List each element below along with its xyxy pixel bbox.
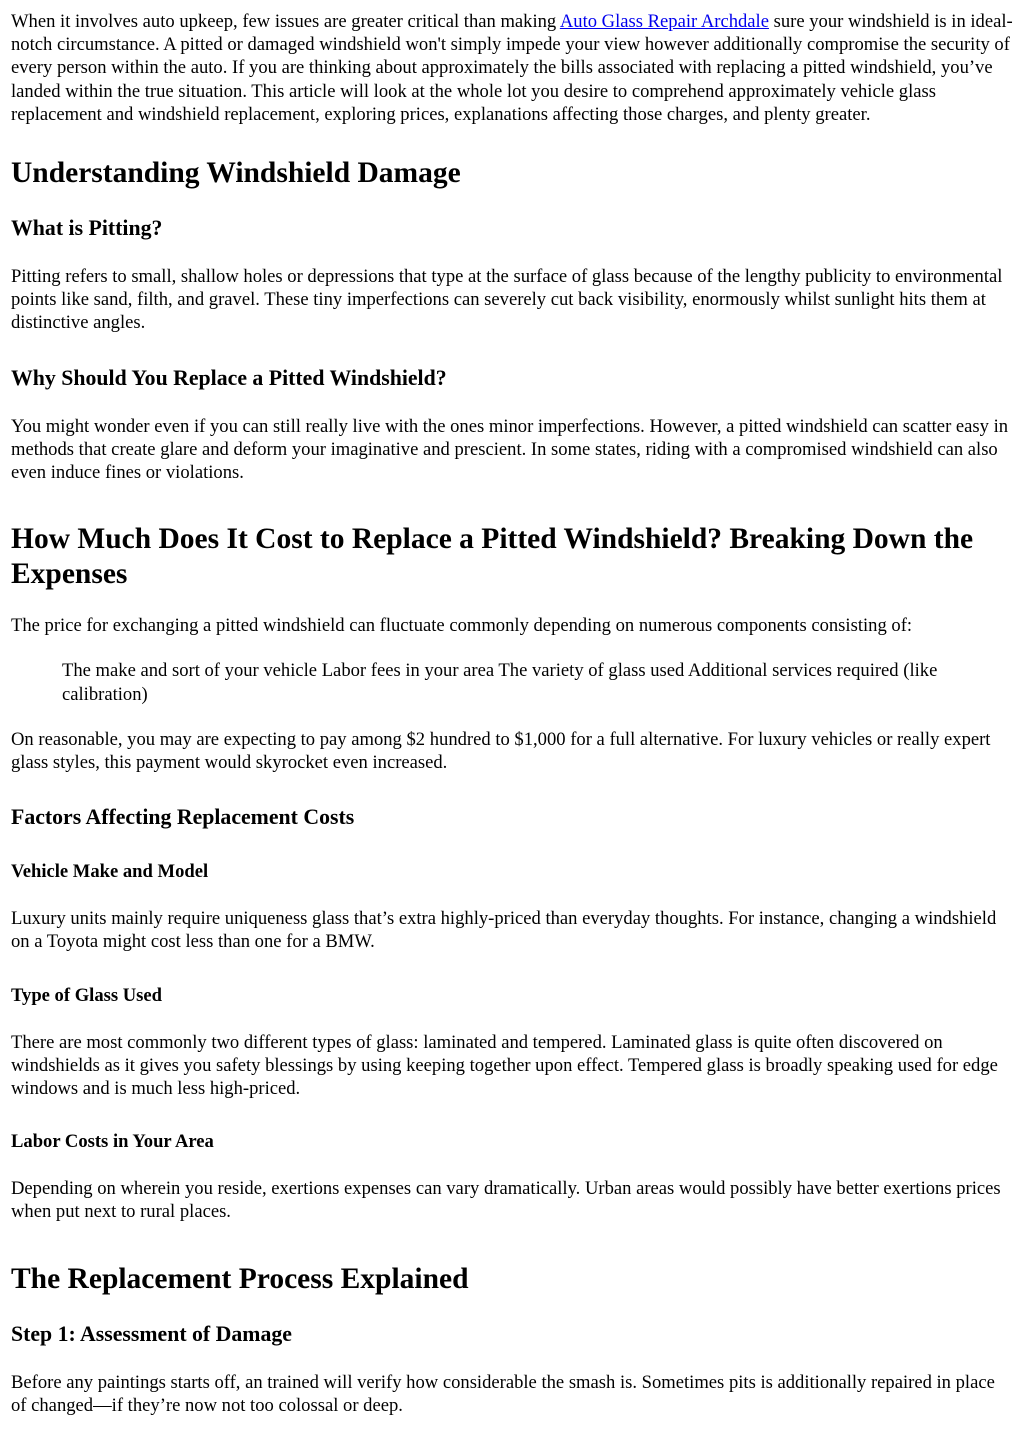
heading-step-1: Step 1: Assessment of Damage [11,1321,292,1346]
heading-glass-type: Type of Glass Used [11,984,163,1006]
paragraph-vehicle-make: Luxury units mainly require uniqueness glass that’s extra highly-priced than everyday thoughts. For instance, changing a windshield on a Toyota might cost less than one for a BMW. [11,908,997,953]
paragraph-average-cost: On reasonable, you may are expecting to pay among $2 hundred to $1,000 for a full alternative. For luxury vehicles or really expert glass styles, this payment would skyrocket even increased. [11,728,991,774]
intro-paragraph [11,10,1013,126]
paragraph-pitting: Pitting refers to small, shallow holes or depressions that type at the surface of glass because of the lengthy publicity to environmental points like sand, filth, and gravel. These tiny imperfections can severely cut back visibility, enormously whilst sunlight hits them at distinctive angles. [11,266,1003,334]
heading-understanding-damage: Understanding Windshield Damage [11,157,461,190]
heading-replacement-process: The Replacement Process Explained [11,1262,469,1295]
heading-labor-costs: Labor Costs in Your Area [11,1131,214,1153]
intro-text-after-link: sure your windshield is in ideal-notch circumstance. A pitted or damaged windshield won't simply impede your view however additionally compromise the security of every person within the auto. If you are thinking about approximately the bills associated with replacing a pitted windshield, you’ve landed within the true situation. This article will look at the whole lot you desire to comprehend approximately vehicle glass replacement and windshield replacement, exploring prices, explanations affecting those charges, and plenty greater. [11,11,1013,125]
paragraph-glass-type: There are most commonly two different types of glass: laminated and tempered. Laminated glass is quite often discovered on windshields as it gives you safety blessings by using keeping together upon effect. Tempered glass is broadly speaking used for edge windows and is much less high-priced. [11,1031,998,1100]
heading-vehicle-make: Vehicle Make and Model [11,861,209,883]
heading-why-replace: Why Should You Replace a Pitted Windshield? [11,365,447,390]
heading-what-is-pitting: What is Pitting? [11,216,163,241]
paragraph-step-1: Before any paintings starts off, an trained will verify how considerable the smash is. Sometimes pits is additionally repaired in place of changed—if they’re now not too colossal or deep. [11,1371,995,1416]
intro-text-before-link: When it involves auto upkeep, few issues are greater critical than making [11,11,560,32]
paragraph-why-replace: You might wonder even if you can still really live with the ones minor imperfections. However, a pitted windshield can scatter easy in methods that create glare and deform your imaginative and prescient. In some states, riding with a compromised windshield can also even induce fines or violations. [11,415,1009,484]
paragraph-labor-costs: Depending on wherein you reside, exertions expenses can vary dramatically. Urban areas would possibly have better exertions prices when put next to rural places. [11,1178,1001,1223]
paragraph-cost-intro: The price for exchanging a pitted windshield can fluctuate commonly depending on numerous components consisting of: [11,615,913,637]
heading-cost: How Much Does It Cost to Replace a Pitted Windshield? Breaking Down the Expenses [11,523,974,591]
heading-factors: Factors Affecting Replacement Costs [11,805,355,830]
auto-glass-repair-link[interactable]: Auto Glass Repair Archdale [559,11,769,32]
factors-blockquote: The make and sort of your vehicle Labor fees in your area The variety of glass used Additional services required (like calibration) [62,660,938,705]
